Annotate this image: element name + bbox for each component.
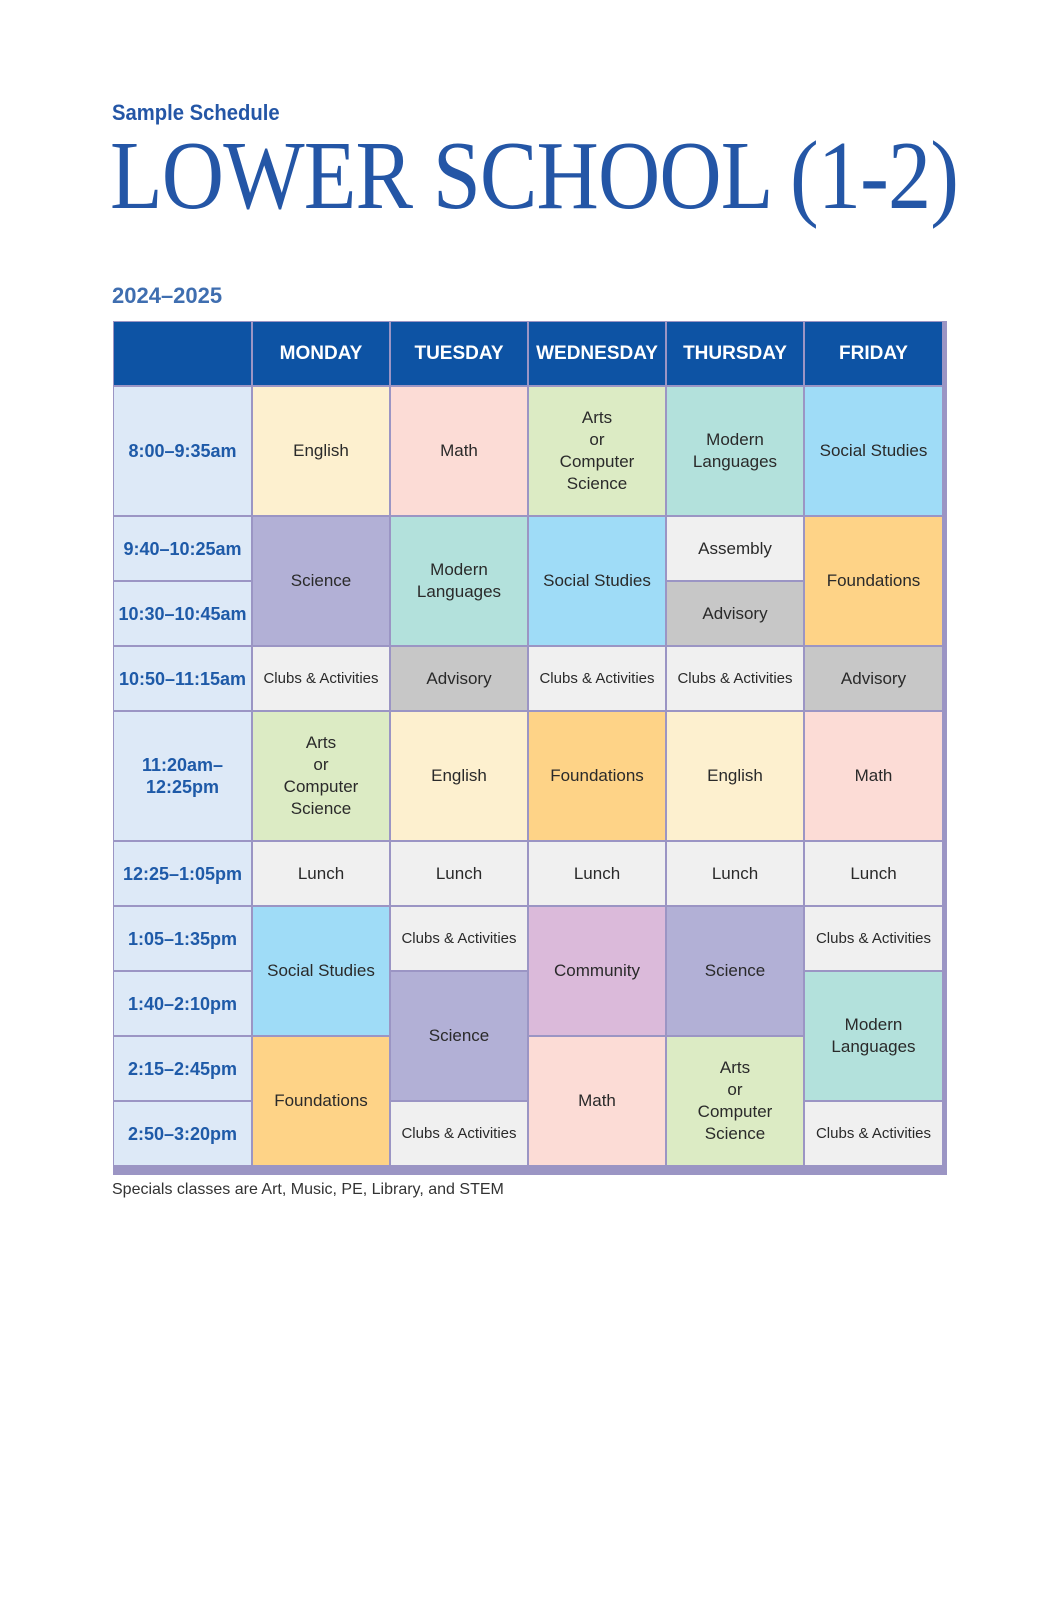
time-slot: 1:05–1:35pm bbox=[114, 907, 251, 970]
time-slot: 8:00–9:35am bbox=[114, 387, 251, 515]
class-cell-modern-languages bbox=[667, 387, 803, 515]
class-cell-math: Math bbox=[529, 1037, 665, 1165]
class-cell-arts-or-cs bbox=[529, 387, 665, 515]
class-cell-english: English bbox=[391, 712, 527, 840]
modern-line: Modern bbox=[844, 1015, 903, 1034]
page-title: LOWER SCHOOL (1-2) bbox=[110, 122, 959, 230]
day-header-thursday: THURSDAY bbox=[667, 322, 803, 385]
class-cell-lunch: Lunch bbox=[805, 842, 942, 905]
arts-line: Science bbox=[566, 474, 628, 493]
school-year: 2024–2025 bbox=[112, 283, 223, 308]
modern-line: Languages bbox=[831, 1037, 916, 1056]
class-cell-assembly: Assembly bbox=[667, 517, 803, 580]
class-cell-science: Science bbox=[391, 972, 527, 1100]
day-header-monday: MONDAY bbox=[253, 322, 389, 385]
arts-line: or bbox=[727, 1080, 743, 1099]
class-cell-advisory: Advisory bbox=[805, 647, 942, 710]
class-cell-clubs: Clubs & Activities bbox=[805, 1102, 942, 1165]
arts-line: Arts bbox=[581, 408, 613, 427]
time-slot-line: 12:25pm bbox=[145, 777, 220, 797]
schedule-kicker: Sample Schedule bbox=[112, 100, 280, 125]
class-cell-clubs: Clubs & Activities bbox=[253, 647, 389, 710]
class-cell-foundations: Foundations bbox=[805, 517, 942, 645]
time-slot: 1:40–2:10pm bbox=[114, 972, 251, 1035]
class-cell-lunch: Lunch bbox=[391, 842, 527, 905]
arts-line: Computer bbox=[559, 452, 635, 471]
class-cell-social-studies: Social Studies bbox=[805, 387, 942, 515]
class-cell-foundations: Foundations bbox=[529, 712, 665, 840]
class-cell-clubs: Clubs & Activities bbox=[805, 907, 942, 970]
time-slot: 12:25–1:05pm bbox=[114, 842, 251, 905]
class-cell-community: Community bbox=[529, 907, 665, 1035]
class-cell-advisory: Advisory bbox=[391, 647, 527, 710]
arts-line: Science bbox=[704, 1124, 766, 1143]
specials-footnote: Specials classes are Art, Music, PE, Library, and STEM bbox=[112, 1181, 504, 1198]
class-cell-science: Science bbox=[253, 517, 389, 645]
class-cell-foundations: Foundations bbox=[253, 1037, 389, 1165]
class-cell-english: English bbox=[253, 387, 389, 515]
time-slot bbox=[114, 712, 251, 840]
class-cell-lunch: Lunch bbox=[667, 842, 803, 905]
class-cell-advisory: Advisory bbox=[667, 582, 803, 645]
arts-line: or bbox=[589, 430, 605, 449]
class-cell-arts-or-cs bbox=[667, 1037, 803, 1165]
class-cell-math: Math bbox=[391, 387, 527, 515]
time-slot: 10:30–10:45am bbox=[114, 582, 251, 645]
arts-line: or bbox=[313, 755, 329, 774]
class-cell-modern-languages bbox=[805, 972, 942, 1100]
class-cell-science: Science bbox=[667, 907, 803, 1035]
header-corner bbox=[114, 322, 251, 385]
time-slot: 2:50–3:20pm bbox=[114, 1102, 251, 1165]
time-slot: 10:50–11:15am bbox=[114, 647, 251, 710]
class-cell-english: English bbox=[667, 712, 803, 840]
class-cell-social-studies: Social Studies bbox=[529, 517, 665, 645]
arts-line: Arts bbox=[305, 733, 337, 752]
day-header-tuesday: TUESDAY bbox=[391, 322, 527, 385]
class-cell-clubs: Clubs & Activities bbox=[529, 647, 665, 710]
class-cell-arts-or-cs bbox=[253, 712, 389, 840]
arts-line: Science bbox=[290, 799, 352, 818]
modern-line: Languages bbox=[692, 452, 778, 471]
time-slot-line: 11:20am– bbox=[141, 755, 224, 775]
schedule-table bbox=[113, 321, 947, 1175]
modern-line: Languages bbox=[416, 582, 502, 601]
class-cell-clubs: Clubs & Activities bbox=[667, 647, 803, 710]
modern-line: Modern bbox=[430, 560, 488, 579]
time-slot: 9:40–10:25am bbox=[114, 517, 251, 580]
arts-line: Computer bbox=[697, 1102, 773, 1121]
class-cell-lunch: Lunch bbox=[253, 842, 389, 905]
class-cell-modern-languages bbox=[391, 517, 527, 645]
day-header-wednesday: WEDNESDAY bbox=[529, 322, 665, 385]
modern-line: Modern bbox=[706, 430, 764, 449]
day-header-friday: FRIDAY bbox=[805, 322, 942, 385]
class-cell-social-studies: Social Studies bbox=[253, 907, 389, 1035]
class-cell-clubs: Clubs & Activities bbox=[391, 907, 527, 970]
arts-line: Arts bbox=[719, 1058, 751, 1077]
arts-line: Computer bbox=[283, 777, 359, 796]
class-cell-clubs: Clubs & Activities bbox=[391, 1102, 527, 1165]
class-cell-lunch: Lunch bbox=[529, 842, 665, 905]
time-slot: 2:15–2:45pm bbox=[114, 1037, 251, 1100]
class-cell-math: Math bbox=[805, 712, 942, 840]
